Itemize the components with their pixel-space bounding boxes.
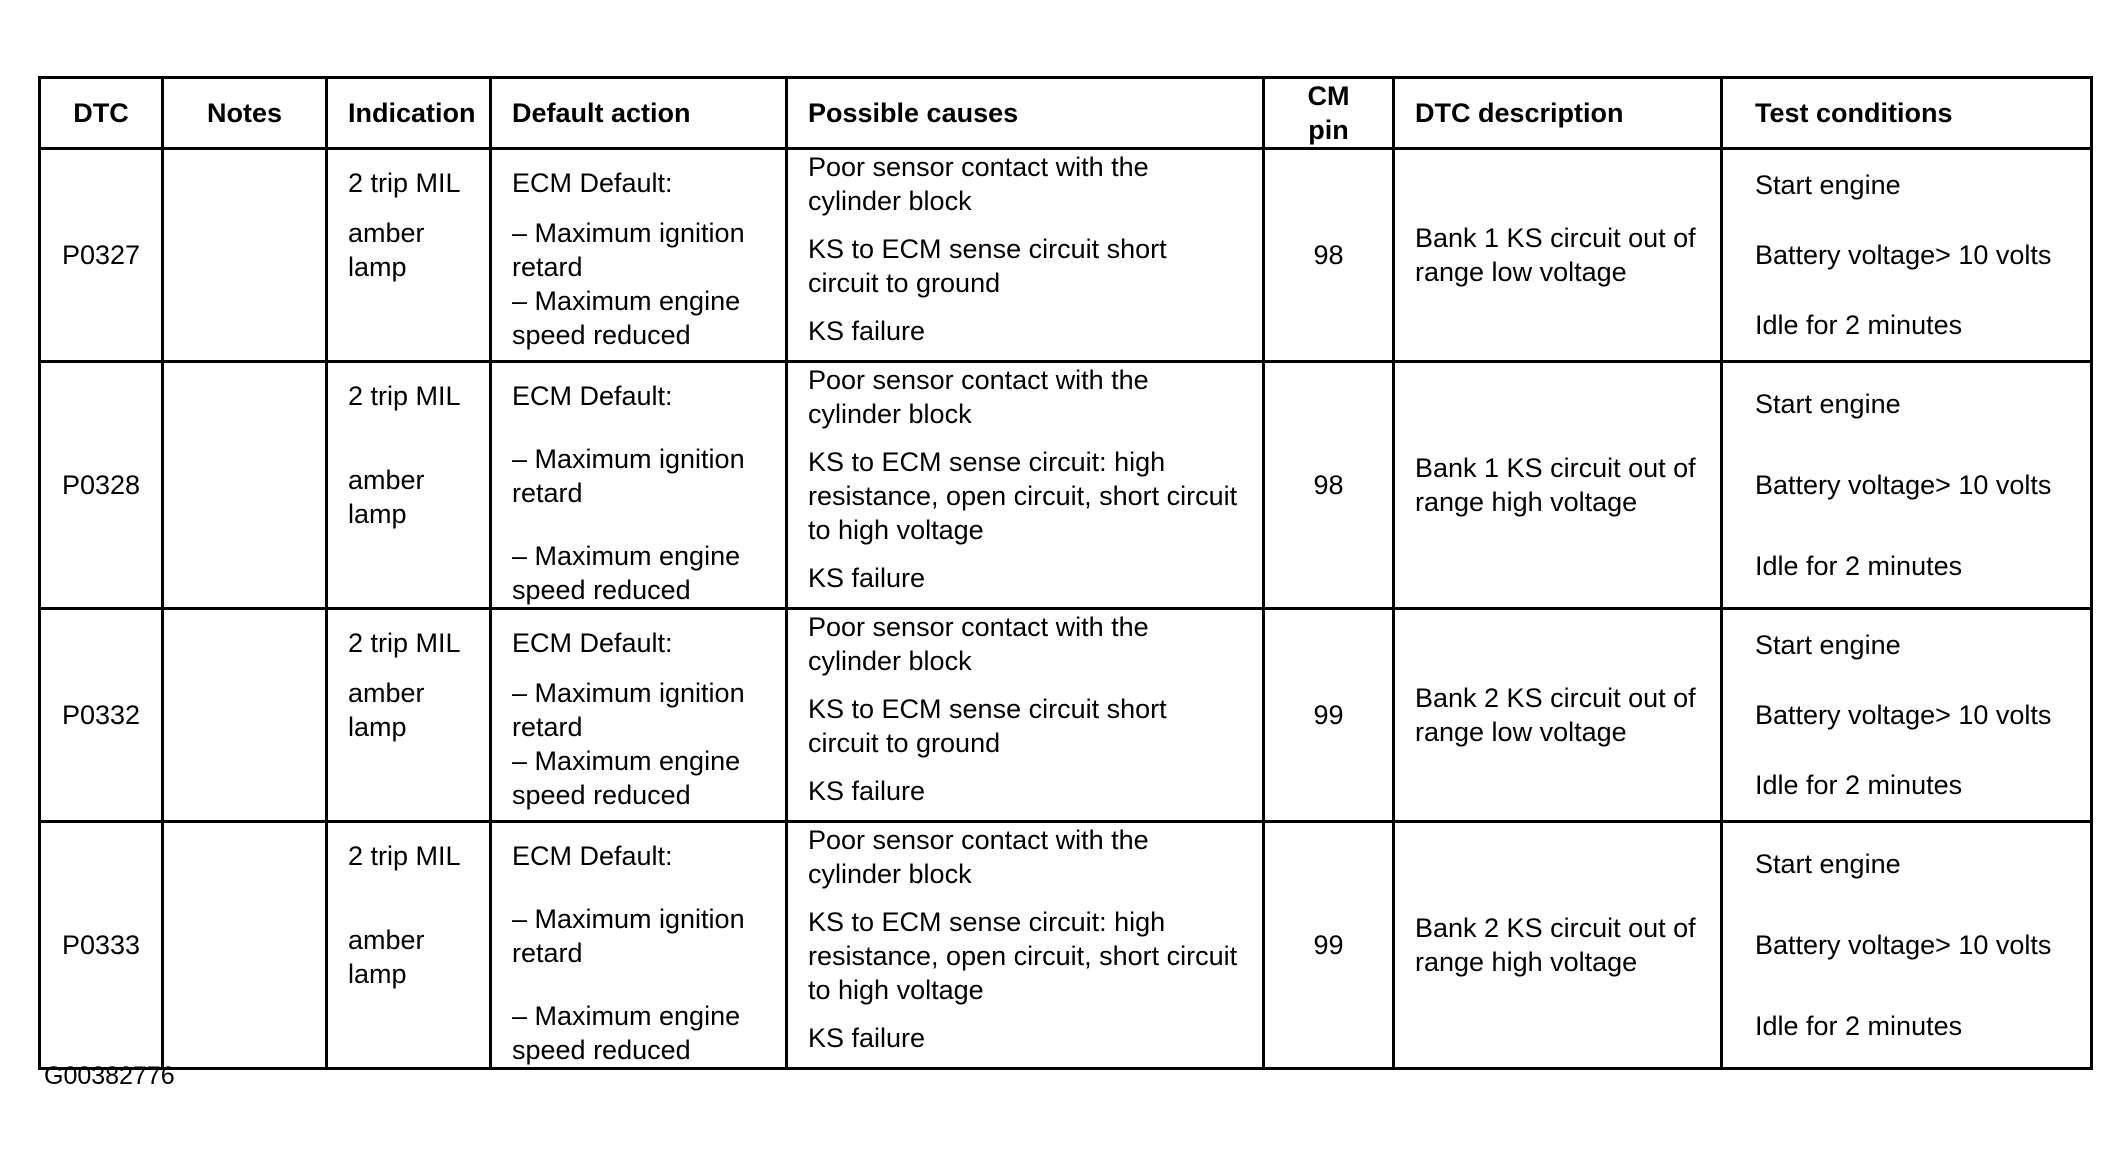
cm-pin-cell: 98 <box>1264 362 1394 609</box>
cause-line: KS to ECM sense circuit short circuit to ground <box>808 234 1167 298</box>
cause-line: KS to ECM sense circuit: high resistance, open circuit, short circuit to high voltage <box>808 447 1238 545</box>
default-action-line: ECM Default: <box>512 628 673 658</box>
cause-line: Poor sensor contact with the cylinder block <box>808 365 1149 429</box>
notes-cell <box>163 362 327 609</box>
default-action-cell <box>491 149 787 362</box>
dtc-description-cell: Bank 2 KS circuit out of range high voltage <box>1394 822 1722 1069</box>
default-action-line: – Maximum engine speed reduced <box>512 1001 741 1065</box>
header-dtc: DTC <box>40 78 163 149</box>
header-default-action: Default action <box>491 78 787 149</box>
header-cm-pin: CM pin <box>1264 78 1394 149</box>
default-action-cell <box>491 362 787 609</box>
test-condition-line: Battery voltage> 10 volts <box>1755 469 2052 500</box>
indication-cell <box>327 362 491 609</box>
dtc-description-cell: Bank 1 KS circuit out of range high voltage <box>1394 362 1722 609</box>
notes-cell <box>163 149 327 362</box>
cause-line: Poor sensor contact with the cylinder block <box>808 152 1149 216</box>
table-row <box>40 149 2092 362</box>
notes-cell <box>163 822 327 1069</box>
default-action-line: ECM Default: <box>512 168 673 198</box>
dtc-code: P0332 <box>40 609 163 822</box>
default-action-line: – Maximum engine speed reduced <box>512 286 741 350</box>
header-dtc-description: DTC description <box>1394 78 1722 149</box>
test-condition-line: Idle for 2 minutes <box>1755 310 1963 340</box>
possible-causes-cell <box>787 149 1264 362</box>
default-action-line: ECM Default: <box>512 841 673 871</box>
test-condition-line: Idle for 2 minutes <box>1755 770 1963 800</box>
indication-line: amber lamp <box>348 465 425 529</box>
header-test-conditions: Test conditions <box>1722 78 2092 149</box>
test-condition-line: Start engine <box>1755 630 1901 660</box>
indication-line: 2 trip MIL <box>348 168 461 198</box>
test-condition-line: Battery voltage> 10 volts <box>1755 700 2052 730</box>
cause-line: KS failure <box>808 316 926 346</box>
possible-causes-cell <box>787 609 1264 822</box>
test-conditions-cell <box>1722 822 2092 1069</box>
header-row <box>40 78 2092 149</box>
indication-line: amber lamp <box>348 678 425 742</box>
default-action-line: – Maximum ignition retard <box>512 218 745 282</box>
default-action-cell <box>491 822 787 1069</box>
test-condition-line: Battery voltage> 10 volts <box>1755 929 2052 960</box>
dtc-description-cell: Bank 2 KS circuit out of range low voltage <box>1394 609 1722 822</box>
indication-cell <box>327 149 491 362</box>
cm-pin-cell: 98 <box>1264 149 1394 362</box>
indication-line: 2 trip MIL <box>348 841 461 871</box>
dtc-table <box>38 76 2093 1070</box>
header-notes: Notes <box>163 78 327 149</box>
possible-causes-cell <box>787 822 1264 1069</box>
indication-line: 2 trip MIL <box>348 628 461 658</box>
default-action-line: – Maximum ignition retard <box>512 904 745 968</box>
cause-line: KS to ECM sense circuit short circuit to ground <box>808 694 1167 758</box>
indication-line: amber lamp <box>348 218 425 282</box>
cm-pin-cell: 99 <box>1264 609 1394 822</box>
default-action-line: – Maximum ignition retard <box>512 444 745 508</box>
cause-line: Poor sensor contact with the cylinder block <box>808 825 1149 889</box>
indication-line: 2 trip MIL <box>348 381 461 411</box>
test-condition-line: Start engine <box>1755 388 1901 419</box>
cause-line: KS to ECM sense circuit: high resistance, open circuit, short circuit to high voltage <box>808 907 1238 1005</box>
test-condition-line: Start engine <box>1755 170 1901 200</box>
test-condition-line: Start engine <box>1755 848 1901 879</box>
default-action-line: ECM Default: <box>512 381 673 411</box>
table-row <box>40 362 2092 609</box>
indication-line: amber lamp <box>348 925 425 989</box>
figure-id: G00382776 <box>44 1062 175 1090</box>
dtc-code: P0328 <box>40 362 163 609</box>
table-row <box>40 609 2092 822</box>
cause-line: Poor sensor contact with the cylinder block <box>808 612 1149 676</box>
cause-line: KS failure <box>808 563 926 593</box>
cm-pin-cell: 99 <box>1264 822 1394 1069</box>
dtc-code: P0333 <box>40 822 163 1069</box>
test-condition-line: Battery voltage> 10 volts <box>1755 240 2052 270</box>
notes-cell <box>163 609 327 822</box>
default-action-line: – Maximum engine speed reduced <box>512 746 741 810</box>
test-condition-line: Idle for 2 minutes <box>1755 551 1963 582</box>
cause-line: KS failure <box>808 1023 926 1053</box>
default-action-line: – Maximum ignition retard <box>512 678 745 742</box>
test-condition-line: Idle for 2 minutes <box>1755 1011 1963 1042</box>
default-action-cell <box>491 609 787 822</box>
dtc-code: P0327 <box>40 149 163 362</box>
indication-cell <box>327 822 491 1069</box>
dtc-description-cell: Bank 1 KS circuit out of range low voltage <box>1394 149 1722 362</box>
possible-causes-cell <box>787 362 1264 609</box>
header-indication: Indication <box>327 78 491 149</box>
indication-cell <box>327 609 491 822</box>
test-conditions-cell <box>1722 609 2092 822</box>
header-possible-causes: Possible causes <box>787 78 1264 149</box>
test-conditions-cell <box>1722 149 2092 362</box>
table-row <box>40 822 2092 1069</box>
default-action-line: – Maximum engine speed reduced <box>512 541 741 605</box>
test-conditions-cell <box>1722 362 2092 609</box>
cause-line: KS failure <box>808 776 926 806</box>
